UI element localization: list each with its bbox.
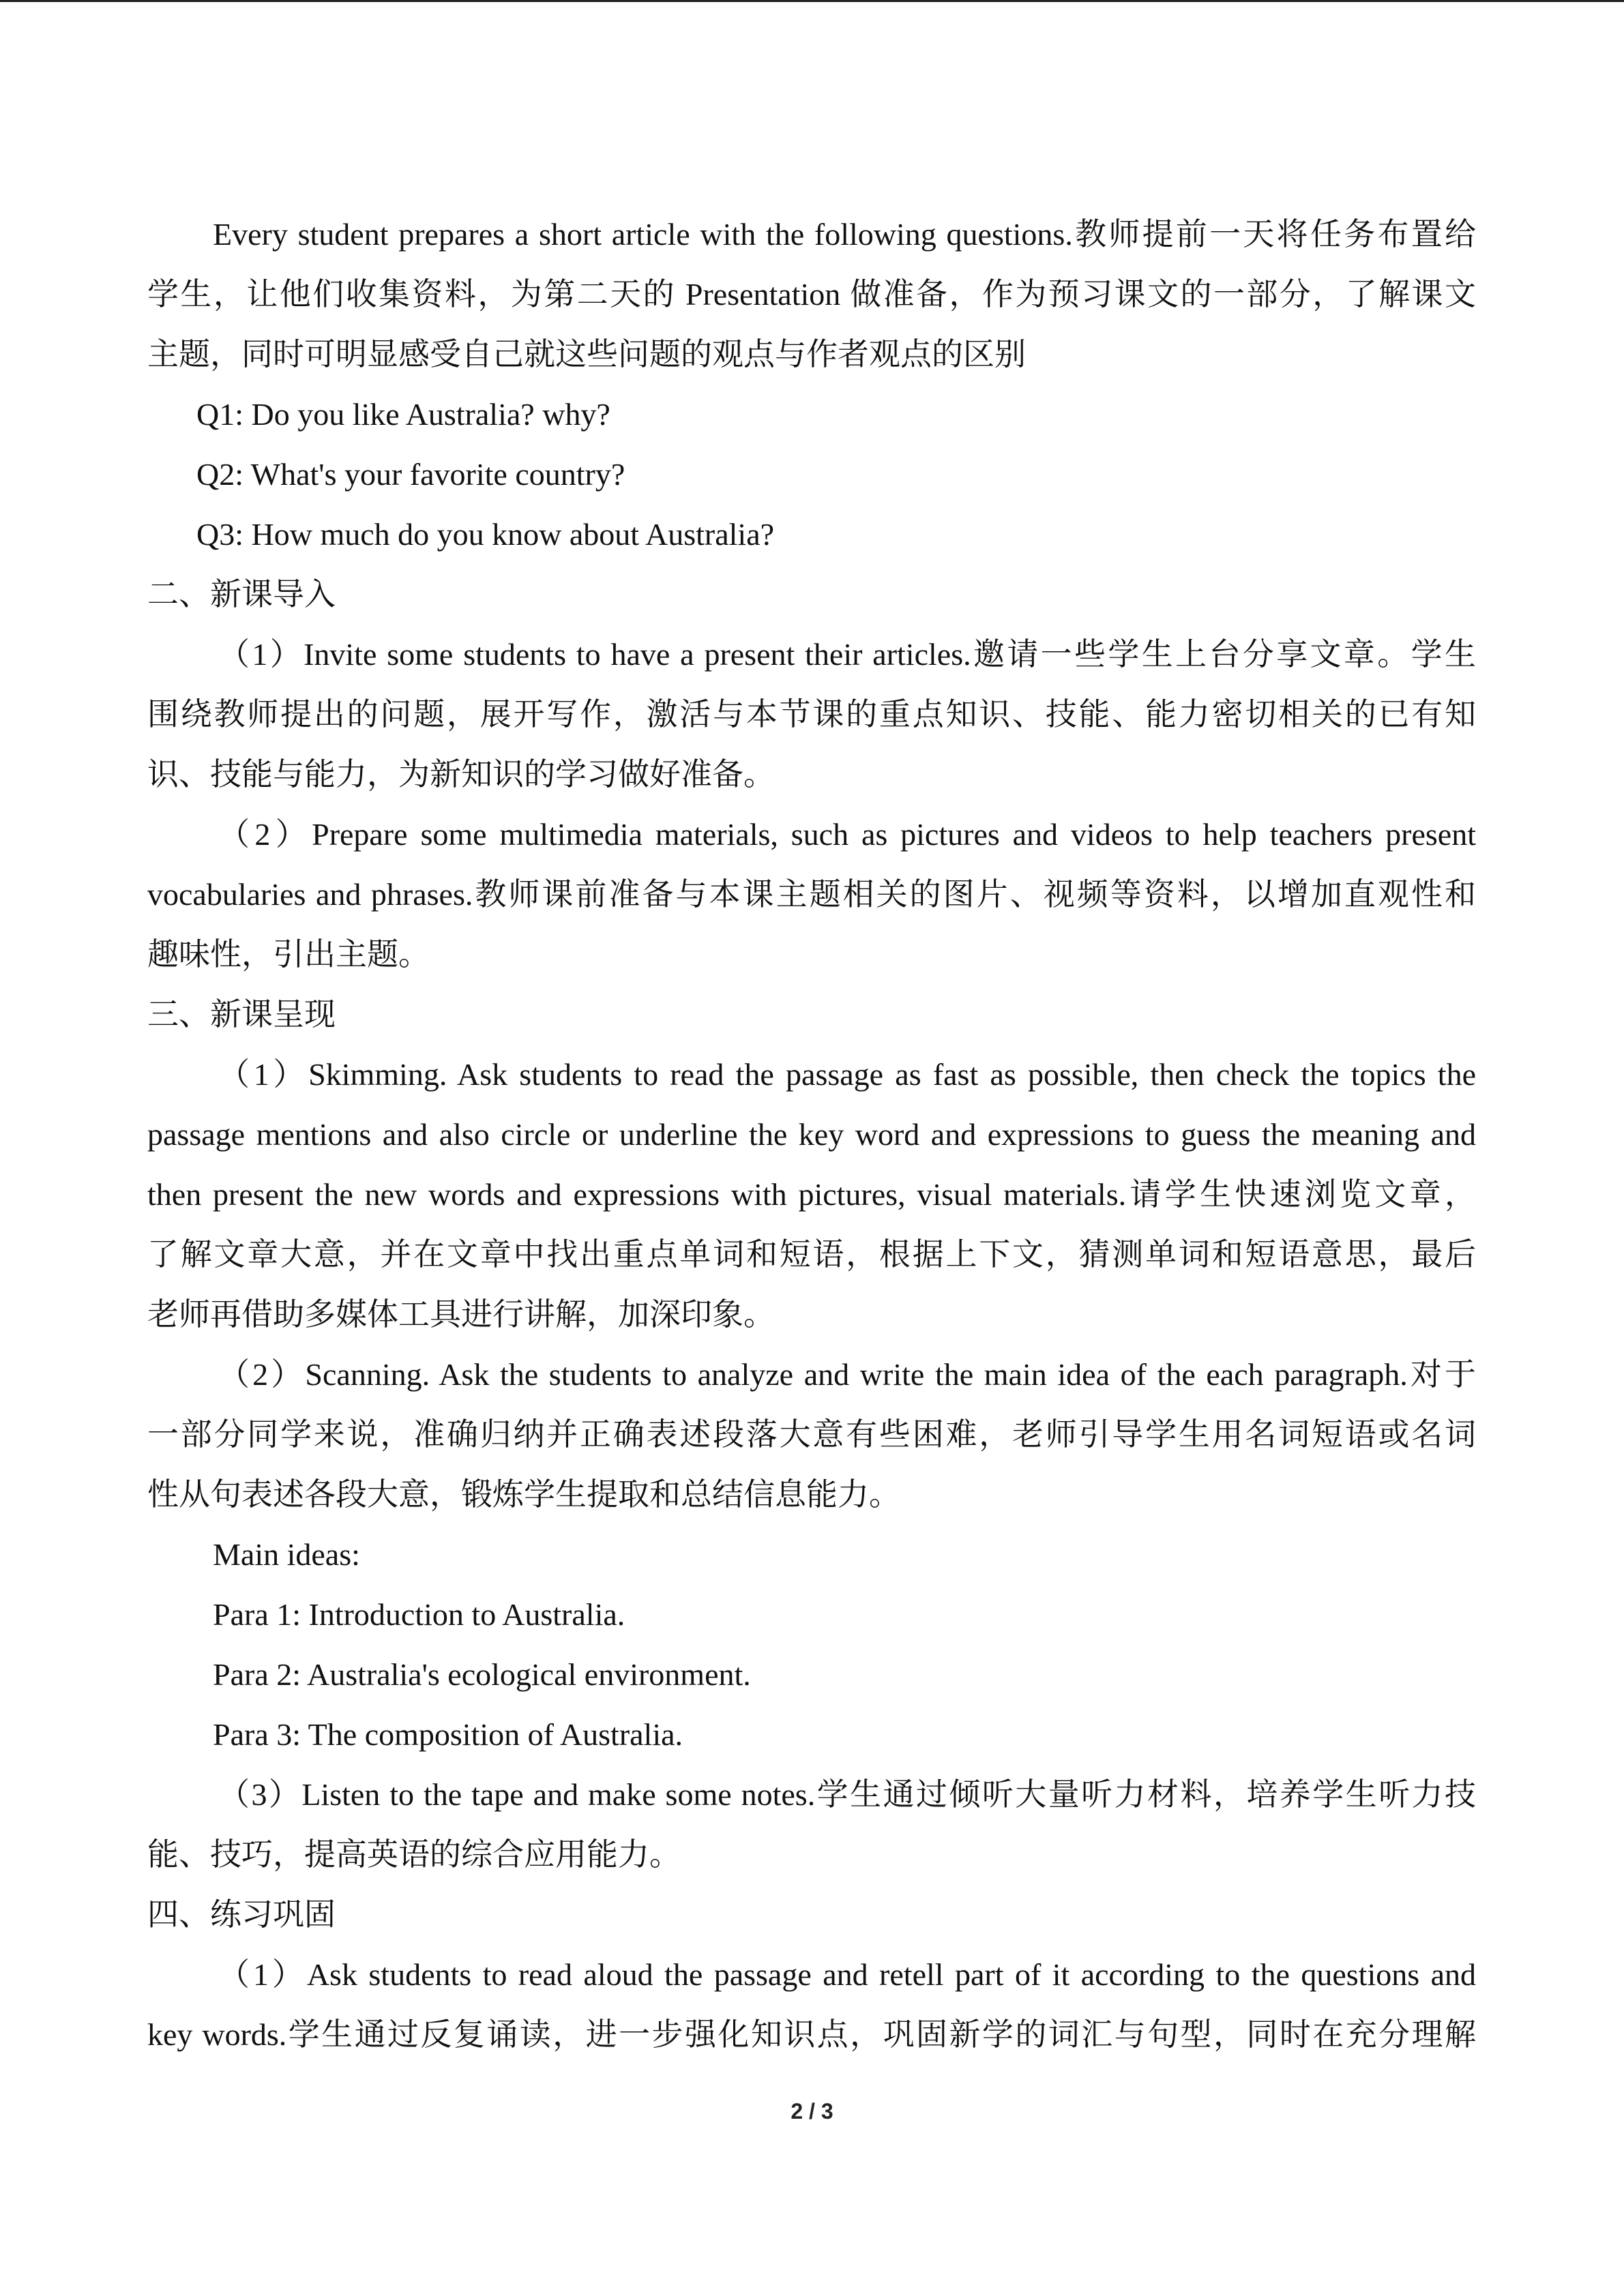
text-line: （2）Prepare some multimedia materials, such as pictures and videos to help teachers present: [218, 817, 1476, 852]
section3-item2: [147, 1345, 1476, 1525]
section4-item1: [147, 1945, 1476, 2065]
text-line: passage mentions and also circle or underline the key word and expressions to guess the meaning and: [147, 1117, 1476, 1152]
text-line: （2）Scanning. Ask the students to analyze and write the main idea of the each paragraph.对于: [218, 1357, 1476, 1392]
text-line: （1）Ask students to read aloud the passage and retell part of it according to the questions and: [218, 1957, 1476, 1992]
question-item: Q2: What's your favorite country?: [196, 457, 625, 492]
document-body: [147, 205, 1476, 2065]
text-line: 围绕教师提出的问题，展开写作，激活与本节课的重点知识、技能、能力密切相关的已有知: [147, 697, 1476, 732]
text-line: key words.学生通过反复诵读，进一步强化知识点，巩固新学的词汇与句型，同时在充分理解: [147, 2017, 1476, 2052]
text-line: 学生，让他们收集资料，为第二天的 Presentation 做准备，作为预习课文的一部分，了解课文: [147, 277, 1476, 312]
page-top-border: [0, 0, 1624, 2]
text-line: 能、技巧，提高英语的综合应用能力。: [147, 1837, 681, 1872]
section-heading: 二、新课导入: [147, 577, 336, 612]
text-line: then present the new words and expressions with pictures, visual materials.请学生快速浏览文章，: [147, 1177, 1476, 1212]
text-line: 主题，同时可明显感受自己就这些问题的观点与作者观点的区别: [147, 337, 1026, 372]
section3-item3: [147, 1765, 1476, 1885]
text-line: 了解文章大意，并在文章中找出重点单词和短语，根据上下文，猜测单词和短语意思，最后: [147, 1237, 1476, 1272]
text-line: （3）Listen to the tape and make some notes.学生通过倾听大量听力材料，培养学生听力技: [218, 1777, 1476, 1812]
section-heading: 三、新课呈现: [147, 997, 336, 1032]
text-line: Every student prepares a short article with the following questions.教师提前一天将任务布置给: [213, 217, 1476, 252]
section2-item1: [147, 625, 1476, 805]
question-list: [147, 385, 1476, 565]
text-line: 识、技能与能力，为新知识的学习做好准备。: [147, 757, 775, 792]
text-line: 一部分同学来说，准确归纳并正确表述段落大意有些困难，老师引导学生用名词短语或名词: [147, 1417, 1476, 1452]
text-line: （1）Invite some students to have a present their articles.邀请一些学生上台分享文章。学生: [218, 637, 1476, 672]
intro-paragraph: [147, 205, 1476, 385]
main-idea-item: Para 2: Australia's ecological environment.: [213, 1657, 751, 1692]
main-ideas-label: Main ideas:: [213, 1537, 360, 1572]
text-line: 性从句表述各段大意，锻炼学生提取和总结信息能力。: [147, 1477, 900, 1512]
main-idea-item: Para 1: Introduction to Australia.: [213, 1597, 625, 1632]
main-idea-item: Para 3: The composition of Australia.: [213, 1717, 683, 1752]
question-item: Q1: Do you like Australia? why?: [196, 397, 610, 432]
question-item: Q3: How much do you know about Australia?: [196, 517, 775, 552]
section3-item1: [147, 1045, 1476, 1345]
section2-item2: [147, 805, 1476, 985]
main-ideas: [147, 1525, 1476, 1765]
text-line: vocabularies and phrases.教师课前准备与本课主题相关的图片、视频等资料，以增加直观性和: [147, 877, 1476, 912]
page-number: 2 / 3: [791, 2099, 833, 2123]
text-line: 老师再借助多媒体工具进行讲解，加深印象。: [147, 1297, 775, 1332]
text-line: （1）Skimming. Ask students to read the passage as fast as possible, then check the topics the: [218, 1057, 1476, 1092]
section-heading: 四、练习巩固: [147, 1897, 336, 1932]
text-line: 趣味性，引出主题。: [147, 937, 430, 972]
